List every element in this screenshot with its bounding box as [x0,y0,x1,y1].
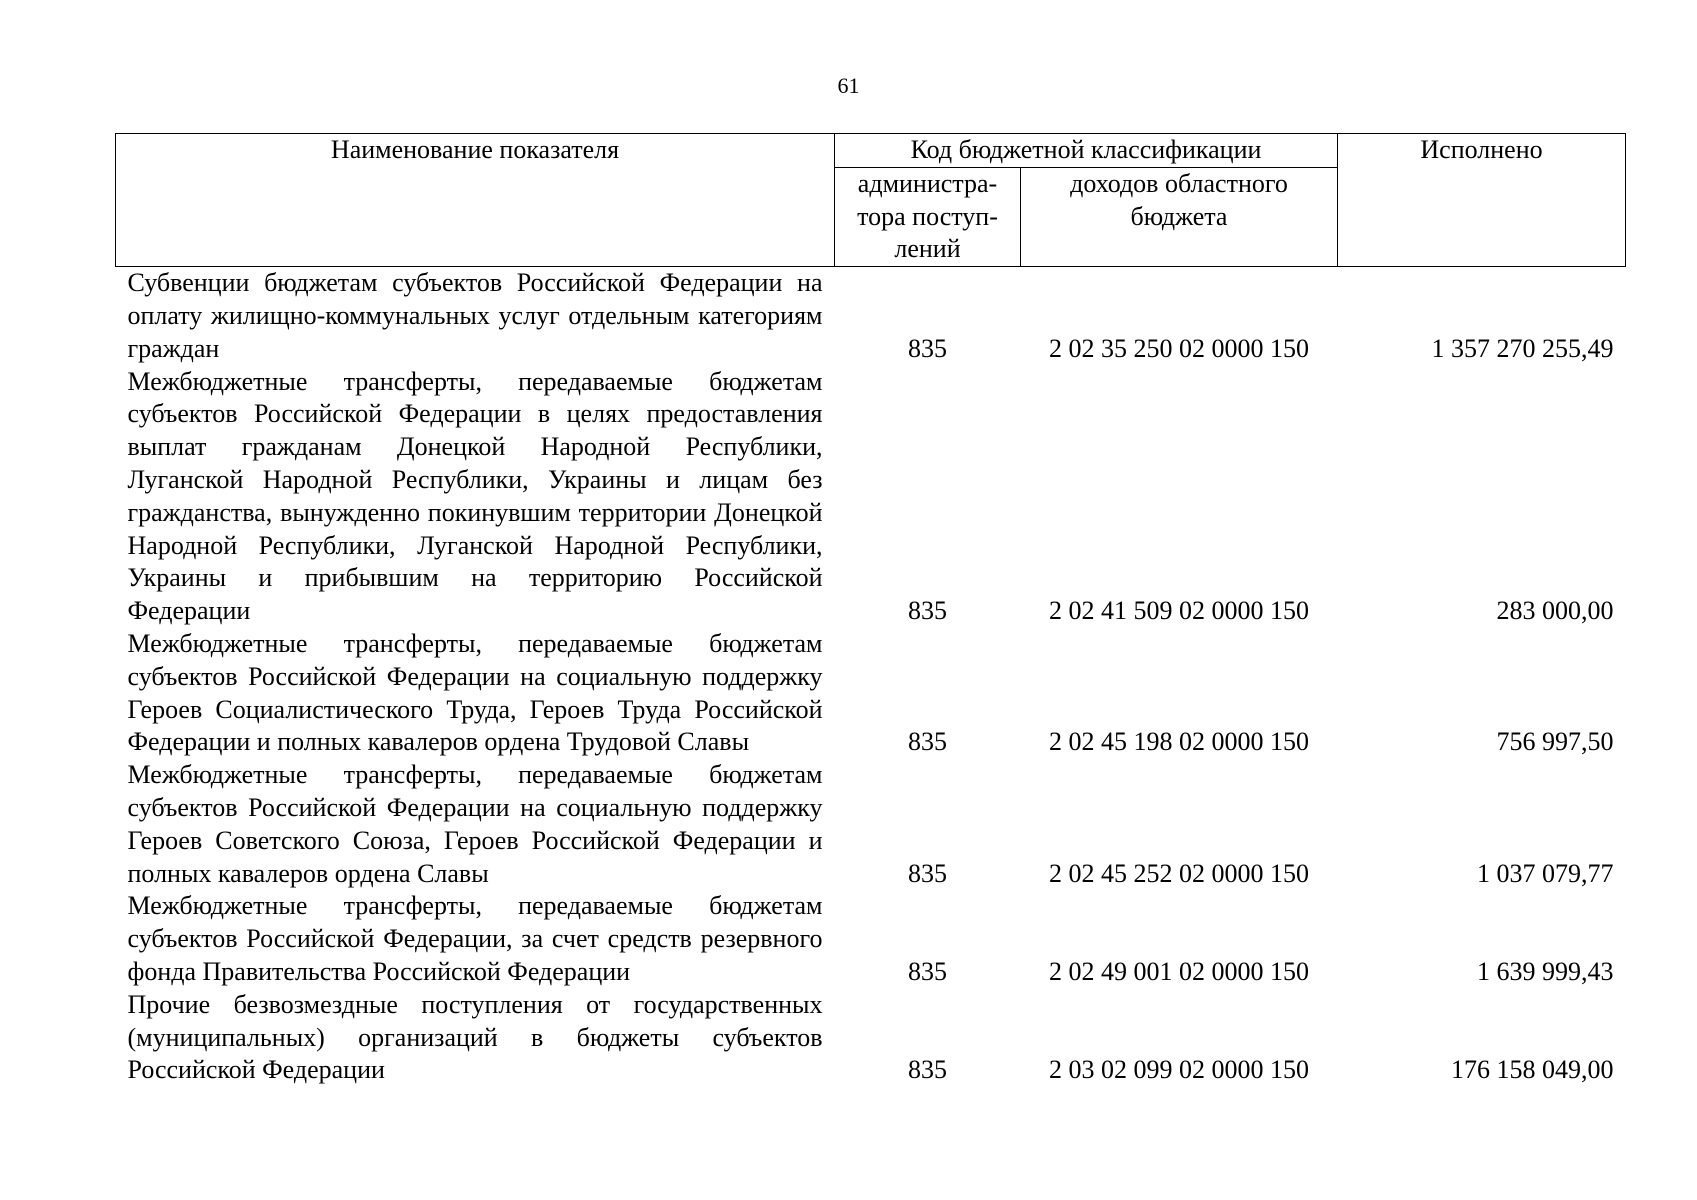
administrator-code: 835 [908,596,947,626]
administrator-code: 835 [908,727,947,757]
table-row [116,366,1626,628]
table-row [116,759,1626,890]
header-administrator: администра- тора поступ- лений [835,167,1021,266]
executed-amount: 1 357 270 255,49 [1431,333,1614,363]
header-budget-classification: Код бюджетной классификации [835,134,1338,168]
administrator-code: 835 [908,333,947,363]
indicator-name: Межбюджетные трансферты, передаваемые бюджетам субъектов Российской Федерации на социальную поддержку Героев Советского Союза, Героев Российской Федерации и полных кавалеров ордена Славы [127,760,823,888]
header-executed: Исполнено [1338,134,1626,267]
executed-amount: 176 158 049,00 [1451,1055,1614,1085]
indicator-name: Межбюджетные трансферты, передаваемые бюджетам субъектов Российской Федерации в целях предоставления выплат гражданам Донецкой Народной Республики, Луганской Народной Республики, Украины и лицам без гражданства, вынужденно покинувшим территории Донецкой Народной Республики, Луганской Народной Республики, Украины и прибывшим на территорию Российской Федерации [127,366,823,626]
revenue-code: 2 02 45 198 02 0000 150 [1049,727,1309,757]
executed-amount: 756 997,50 [1496,727,1614,757]
table-row [116,890,1626,988]
header-indicator-name: Наименование показателя [116,134,835,267]
indicator-name: Субвенции бюджетам субъектов Российской Федерации на оплату жилищно-коммунальных услуг отдельным категориям граждан [127,268,823,363]
revenue-code: 2 02 41 509 02 0000 150 [1049,596,1309,626]
indicator-name: Межбюджетные трансферты, передаваемые бюджетам субъектов Российской Федерации, за счет средств резервного фонда Правительства Российской Федерации [127,891,823,986]
administrator-code: 835 [908,858,947,888]
executed-amount: 1 639 999,43 [1477,956,1614,986]
executed-amount: 1 037 079,77 [1477,858,1614,888]
revenue-code: 2 03 02 099 02 0000 150 [1049,1055,1309,1085]
table-row [116,989,1626,1087]
table-row [116,628,1626,759]
table-row [116,267,1626,366]
budget-revenue-table [115,133,1626,1087]
page-number: 61 [837,73,860,98]
header-revenue-code: доходов областного бюджета [1021,167,1338,266]
revenue-code: 2 02 45 252 02 0000 150 [1049,858,1309,888]
administrator-code: 835 [908,956,947,986]
administrator-code: 835 [908,1055,947,1085]
indicator-name: Межбюджетные трансферты, передаваемые бюджетам субъектов Российской Федерации на социальную поддержку Героев Социалистического Труда, Героев Труда Российской Федерации и полных кавалеров ордена Трудовой Славы [127,628,823,757]
revenue-code: 2 02 49 001 02 0000 150 [1049,956,1309,986]
executed-amount: 283 000,00 [1496,596,1614,626]
revenue-code: 2 02 35 250 02 0000 150 [1049,333,1309,363]
indicator-name: Прочие безвозмездные поступления от государственных (муниципальных) организаций в бюджеты субъектов Российской Федерации [127,989,823,1085]
